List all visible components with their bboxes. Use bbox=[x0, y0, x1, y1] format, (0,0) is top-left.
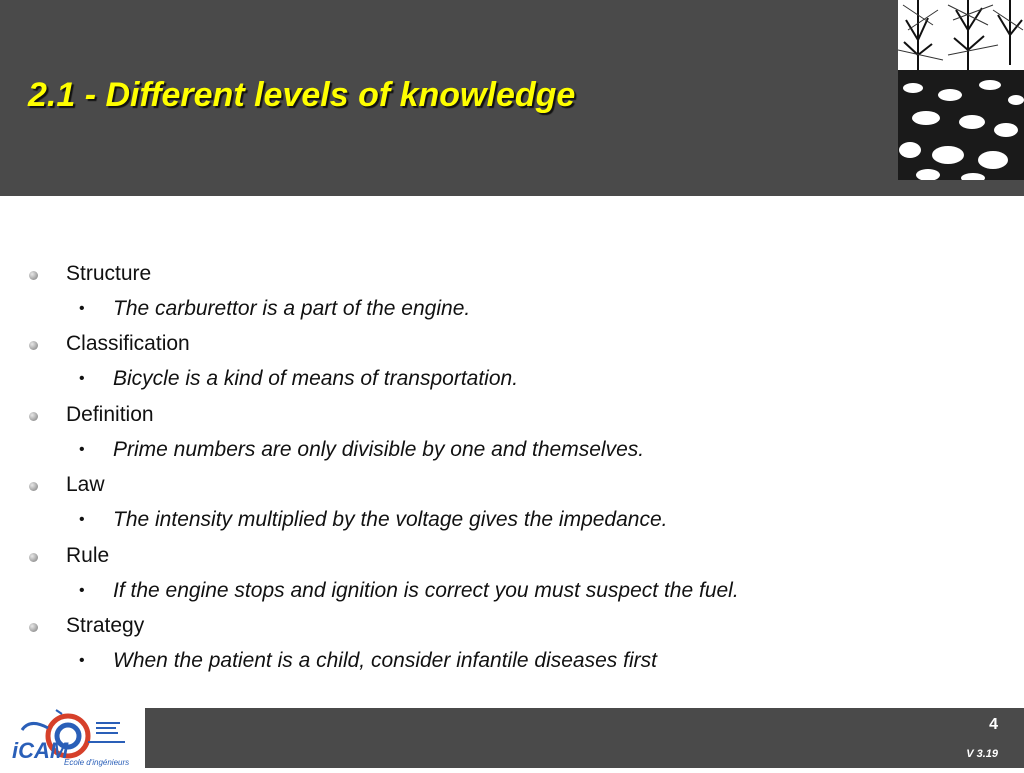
bullet-label: Classification bbox=[66, 332, 190, 356]
sub-bullet-icon: • bbox=[79, 511, 85, 529]
version-label: V 3.19 bbox=[966, 748, 998, 760]
bullet-label: Law bbox=[66, 473, 105, 497]
sub-bullet-icon: • bbox=[79, 300, 85, 317]
svg-text:Ecole d'ingénieurs: Ecole d'ingénieurs bbox=[64, 758, 130, 767]
list-item bbox=[0, 473, 1024, 543]
header-illustration bbox=[898, 0, 1024, 180]
icam-logo bbox=[0, 708, 145, 768]
svg-text:iCAM: iCAM bbox=[12, 738, 69, 763]
sub-bullet-icon: • bbox=[79, 370, 85, 388]
bullet-example: The intensity multiplied by the voltage gives the impedance. bbox=[113, 508, 668, 532]
list-item bbox=[0, 403, 1024, 473]
bullet-example: If the engine stops and ignition is correct you must suspect the fuel. bbox=[113, 578, 739, 602]
list-item bbox=[0, 262, 1024, 332]
page-number: 4 bbox=[989, 716, 998, 733]
bullet-icon bbox=[29, 341, 38, 350]
list-item bbox=[0, 332, 1024, 402]
sub-bullet-icon: • bbox=[79, 440, 85, 458]
bullet-label: Structure bbox=[66, 262, 152, 285]
sub-bullet-icon: • bbox=[79, 651, 85, 669]
bullet-label: Strategy bbox=[66, 613, 145, 637]
sub-bullet-icon: • bbox=[79, 581, 85, 599]
bullet-example: The carburettor is a part of the engine. bbox=[113, 297, 471, 320]
bullet-label: Rule bbox=[66, 543, 110, 567]
bullet-icon bbox=[29, 412, 38, 421]
slide-title: 2.1 - Different levels of knowledge bbox=[28, 76, 576, 114]
bullet-example: Bicycle is a kind of means of transportation. bbox=[113, 367, 519, 391]
list-item bbox=[0, 614, 1024, 684]
bullet-example: Prime numbers are only divisible by one and themselves. bbox=[113, 437, 645, 461]
slide-footer bbox=[0, 708, 1024, 768]
bullet-label: Definition bbox=[66, 402, 154, 426]
slide-header bbox=[0, 0, 1024, 196]
bullet-icon bbox=[29, 482, 38, 491]
bullet-icon bbox=[29, 553, 38, 562]
bullet-icon bbox=[29, 271, 38, 280]
bullet-icon bbox=[29, 623, 38, 632]
bullet-example: When the patient is a child, consider infantile diseases first bbox=[113, 648, 657, 672]
list-item bbox=[0, 544, 1024, 614]
bullet-list bbox=[0, 262, 1024, 684]
